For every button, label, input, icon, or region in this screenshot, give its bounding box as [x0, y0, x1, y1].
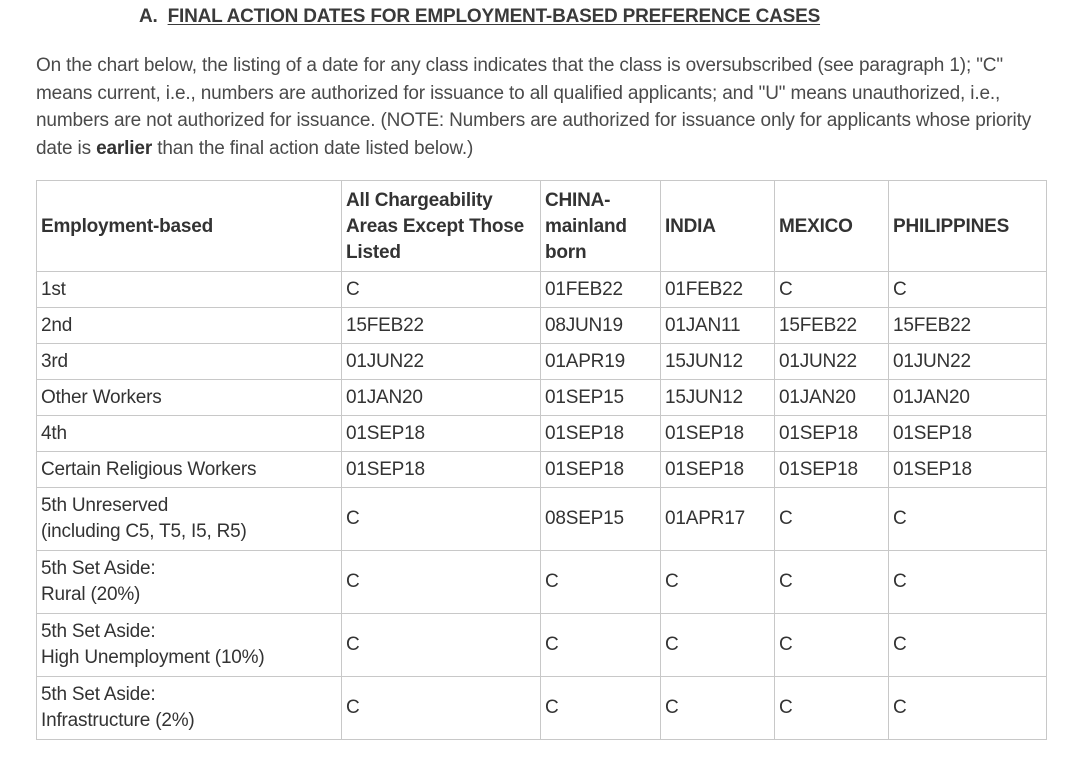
date-cell-all-chargeability: 01SEP18 [342, 452, 541, 488]
date-cell-philippines: 01SEP18 [889, 452, 1047, 488]
date-cell-philippines: 01JAN20 [889, 380, 1047, 416]
date-cell-india: 01APR17 [661, 488, 775, 551]
header-china: CHINA-mainland born [541, 181, 661, 272]
date-cell-all-chargeability: 01SEP18 [342, 416, 541, 452]
date-cell-philippines: C [889, 614, 1047, 677]
table-row [37, 308, 1047, 344]
category-label: 2nd [41, 314, 73, 336]
date-cell-china: 01SEP18 [541, 416, 661, 452]
date-cell-mexico: 01SEP18 [775, 416, 889, 452]
table-row [37, 614, 1047, 677]
date-cell-india: C [661, 614, 775, 677]
category-cell [37, 677, 342, 740]
section-letter: A. [139, 6, 158, 27]
table-header-row [37, 181, 1047, 272]
category-label: 5th Set Aside: [41, 558, 156, 579]
category-label: 3rd [41, 350, 68, 372]
header-india: INDIA [661, 181, 775, 272]
date-cell-mexico: C [775, 488, 889, 551]
date-cell-india: 01SEP18 [661, 452, 775, 488]
table-row [37, 380, 1047, 416]
date-cell-all-chargeability: C [342, 272, 541, 308]
category-sublabel: (including C5, T5, I5, R5) [41, 521, 247, 542]
date-cell-mexico: 01JUN22 [775, 344, 889, 380]
date-cell-china: C [541, 551, 661, 614]
date-cell-philippines: 01JUN22 [889, 344, 1047, 380]
category-sublabel: Rural (20%) [41, 584, 141, 605]
table-row [37, 452, 1047, 488]
date-cell-philippines: 01SEP18 [889, 416, 1047, 452]
date-cell-philippines: C [889, 677, 1047, 740]
category-label: 1st [41, 278, 66, 300]
date-cell-india: 01JAN11 [661, 308, 775, 344]
category-sublabel: High Unemployment (10%) [41, 647, 265, 668]
date-cell-all-chargeability: 01JAN20 [342, 380, 541, 416]
category-label: 5th Unreserved [41, 495, 169, 516]
date-cell-philippines: 15FEB22 [889, 308, 1047, 344]
category-cell [37, 344, 342, 380]
category-cell [37, 614, 342, 677]
category-sublabel: Infrastructure (2%) [41, 710, 195, 731]
date-cell-china: 01SEP15 [541, 380, 661, 416]
table-row [37, 272, 1047, 308]
date-cell-all-chargeability: C [342, 614, 541, 677]
date-cell-mexico: 01JAN20 [775, 380, 889, 416]
table-row [37, 551, 1047, 614]
date-cell-all-chargeability: 15FEB22 [342, 308, 541, 344]
table-row [37, 416, 1047, 452]
table-row [37, 344, 1047, 380]
date-cell-philippines: C [889, 551, 1047, 614]
table-row [37, 488, 1047, 551]
section-heading [139, 6, 820, 28]
date-cell-all-chargeability: 01JUN22 [342, 344, 541, 380]
date-cell-all-chargeability: C [342, 677, 541, 740]
category-label: Other Workers [41, 386, 162, 408]
final-action-dates-table [36, 180, 1047, 740]
date-cell-china: 08JUN19 [541, 308, 661, 344]
date-cell-china: C [541, 614, 661, 677]
category-cell [37, 272, 342, 308]
category-label: 4th [41, 422, 67, 444]
date-cell-mexico: C [775, 677, 889, 740]
date-cell-mexico: 01SEP18 [775, 452, 889, 488]
category-label: 5th Set Aside: [41, 684, 156, 705]
category-cell [37, 416, 342, 452]
date-cell-india: 15JUN12 [661, 344, 775, 380]
intro-bold-word: earlier [96, 137, 153, 159]
date-cell-china: 08SEP15 [541, 488, 661, 551]
category-cell [37, 488, 342, 551]
section-title: FINAL ACTION DATES FOR EMPLOYMENT-BASED PREFERENCE CASES [167, 6, 821, 27]
category-label: Certain Religious Workers [41, 458, 257, 480]
date-cell-mexico: C [775, 614, 889, 677]
date-cell-india: C [661, 551, 775, 614]
category-cell [37, 551, 342, 614]
date-cell-china: 01FEB22 [541, 272, 661, 308]
table-body [37, 272, 1047, 740]
date-cell-china: C [541, 677, 661, 740]
date-cell-india: 01FEB22 [661, 272, 775, 308]
intro-paragraph [36, 52, 1036, 162]
header-employment-based: Employment-based [37, 181, 342, 272]
date-cell-philippines: C [889, 488, 1047, 551]
date-cell-india: C [661, 677, 775, 740]
category-cell [37, 308, 342, 344]
intro-text-before: On the chart below, the listing of a date for any class indicates that the class is oversubscribed (see paragraph 1); "C" means current, i.e., numbers are authorized for issuance to all qualified applicants; and "U" means unauthorized, i.e., numbers are not authorized for issuance. (NOTE: Numbers are authorized for issuance only for applicants whose priority date is [36, 55, 1032, 159]
intro-text-after: than the final action date listed below.) [152, 137, 474, 159]
header-philippines: PHILIPPINES [889, 181, 1047, 272]
date-cell-mexico: C [775, 551, 889, 614]
date-cell-all-chargeability: C [342, 488, 541, 551]
date-cell-philippines: C [889, 272, 1047, 308]
date-cell-mexico: C [775, 272, 889, 308]
category-label: 5th Set Aside: [41, 621, 156, 642]
date-cell-china: 01SEP18 [541, 452, 661, 488]
table-row [37, 677, 1047, 740]
header-all-chargeability: All Chargeability Areas Except Those Listed [342, 181, 541, 272]
category-cell [37, 380, 342, 416]
date-cell-india: 15JUN12 [661, 380, 775, 416]
date-cell-all-chargeability: C [342, 551, 541, 614]
date-cell-mexico: 15FEB22 [775, 308, 889, 344]
category-cell [37, 452, 342, 488]
date-cell-india: 01SEP18 [661, 416, 775, 452]
date-cell-china: 01APR19 [541, 344, 661, 380]
header-mexico: MEXICO [775, 181, 889, 272]
